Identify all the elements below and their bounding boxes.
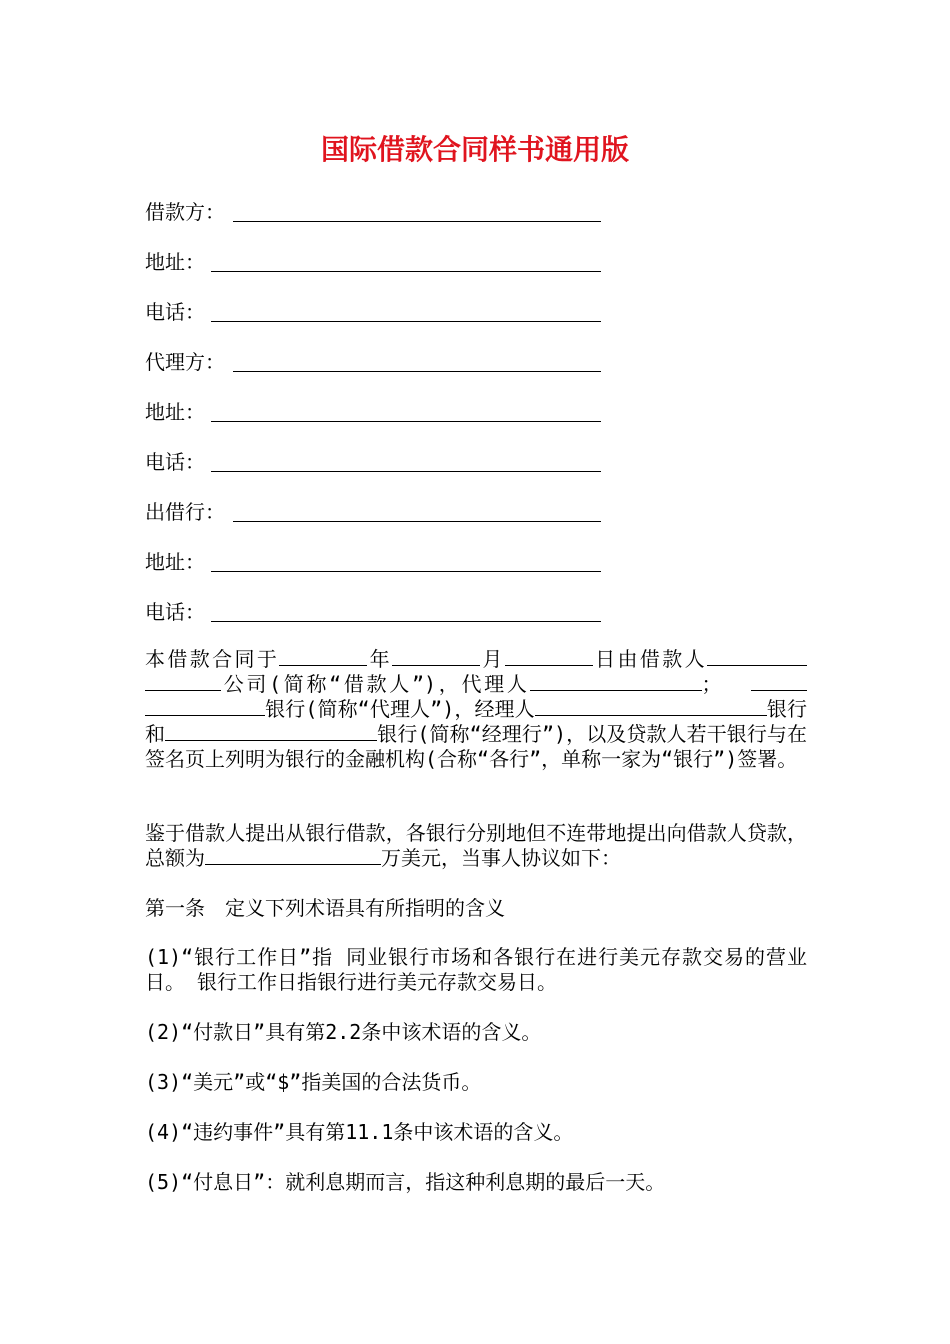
intro-text: 银行(简称“经理行”)，以及贷款人若干银行与在签名页上列明为银行的金融机构(合称“各行”，单称一家为“银行”)签署。 — [145, 722, 808, 771]
intro-text: 银行(简称“代理人”)，经理人 — [265, 697, 535, 721]
blank-line — [145, 672, 221, 691]
party-label: 地址： — [145, 550, 205, 574]
definition-item: (2)“付款日”具有第2.2条中该术语的含义。 — [145, 1020, 542, 1044]
party-label: 代理方： — [145, 350, 225, 374]
intro-text: 本借款合同于 — [145, 647, 280, 671]
party-label: 借款方： — [145, 200, 225, 224]
party-label: 电话： — [145, 450, 205, 474]
party-label: 出借行： — [145, 500, 225, 524]
whereas-text: 万美元，当事人协议如下： — [381, 846, 621, 870]
intro-text: 日由借款人 — [592, 647, 707, 671]
intro-text: 月 — [480, 647, 505, 671]
party-field-agent — [145, 348, 225, 376]
document-title: 国际借款合同样书通用版 — [320, 133, 629, 166]
blank-line — [707, 647, 807, 666]
blank-line — [165, 722, 377, 741]
intro-text: ； — [701, 672, 722, 696]
blank-line — [211, 621, 601, 622]
blank-line — [279, 647, 367, 666]
party-field-borrower — [145, 198, 225, 226]
blank-line — [233, 521, 601, 522]
party-label: 电话： — [145, 600, 205, 624]
intro-text: 公司(简称“借款人”)，代理人 — [221, 672, 530, 696]
blank-line — [751, 672, 807, 691]
intro-text: 年 — [367, 647, 392, 671]
party-field-lender — [145, 498, 225, 526]
party-label: 电话： — [145, 300, 205, 324]
party-field-lender-address — [145, 548, 205, 576]
blank-line — [211, 271, 601, 272]
party-field-borrower-phone — [145, 298, 205, 326]
definition-item: (4)“违约事件”具有第11.1条中该术语的含义。 — [145, 1120, 574, 1144]
definition-item: (5)“付息日”：就利息期而言，指这种利息期的最后一天。 — [145, 1170, 666, 1194]
intro-text: 银行和 — [145, 697, 807, 746]
blank-line — [233, 221, 601, 222]
article-heading: 第一条 定义下列术语具有所指明的含义 — [145, 896, 505, 920]
blank-line — [145, 697, 265, 716]
whereas-text: 鉴于借款人提出从银行借款，各银行分别地但不连带地提出向借款人贷款，总额为 — [145, 821, 807, 870]
party-field-lender-phone — [145, 598, 205, 626]
party-field-borrower-address — [145, 248, 205, 276]
blank-line — [211, 421, 601, 422]
blank-line — [392, 647, 480, 666]
blank-line — [205, 846, 381, 865]
party-label: 地址： — [145, 250, 205, 274]
blank-line — [535, 697, 759, 716]
blank-line — [211, 321, 601, 322]
blank-line — [530, 672, 702, 691]
party-field-agent-address — [145, 398, 205, 426]
definition-item: (1)“银行工作日”指 同业银行市场和各银行在进行美元存款交易的营业日。 银行工作日指银行进行美元存款交易日。 — [145, 945, 807, 994]
party-label: 地址： — [145, 400, 205, 424]
blank-line — [211, 571, 601, 572]
blank-line — [233, 371, 601, 372]
definition-item: (3)“美元”或“$”指美国的合法货币。 — [145, 1070, 482, 1094]
blank-line — [759, 697, 767, 716]
whereas-paragraph — [145, 821, 807, 871]
blank-line — [505, 647, 593, 666]
party-field-agent-phone — [145, 448, 205, 476]
blank-line — [211, 471, 601, 472]
intro-paragraph — [145, 647, 807, 772]
